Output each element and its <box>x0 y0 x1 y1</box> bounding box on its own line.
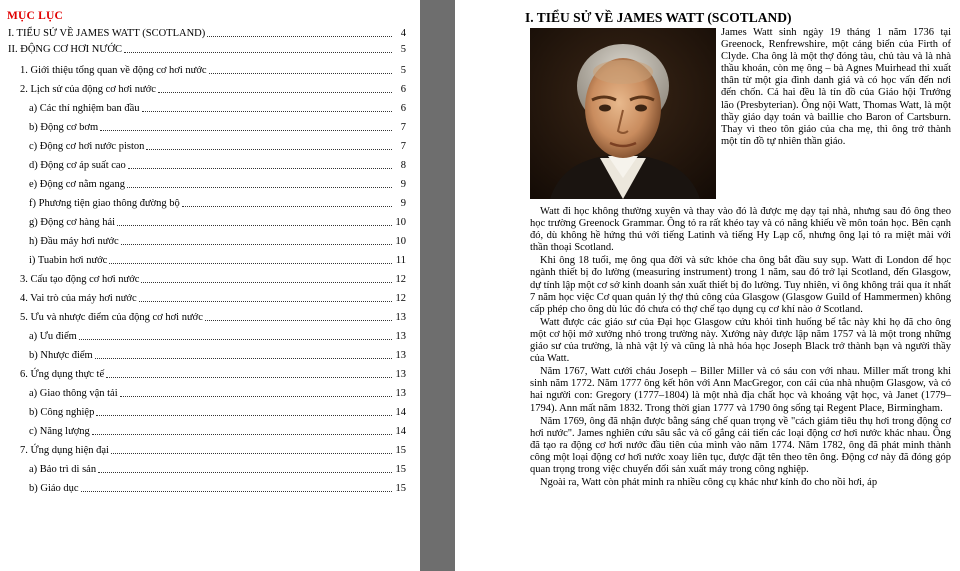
toc-entry[interactable] <box>0 234 420 248</box>
toc-entry-title: d) Động cơ áp suất cao <box>29 160 126 171</box>
article-paragraph: Watt được các giáo sư của Đại học Glasgow cứu khỏi tình huống bế tắc này khi họ đã cho ông một cơ hội mở xưởng nhỏ trong trường này. Xưởng này được lập năm 1757 và là một trong những giáo sư của trường, là nhà vật lý và cũng là nhà hóa học Joseph Black trở thành bạn và người thầy của Watt. <box>530 316 951 365</box>
toc-entry[interactable] <box>0 462 420 476</box>
toc-entry[interactable] <box>0 26 420 40</box>
article-paragraph: Ngoài ra, Watt còn phát minh ra nhiều công cụ khác như kính đo cho nồi hơi, áp <box>540 477 878 489</box>
toc-entry-title: b) Nhược điểm <box>29 350 93 361</box>
toc-leader-dots <box>182 206 392 207</box>
toc-leader-dots <box>98 472 392 473</box>
toc-entry[interactable] <box>0 310 420 324</box>
toc-leader-dots <box>96 415 392 416</box>
toc-entry-title: 4. Vai trò của máy hơi nước <box>20 293 137 304</box>
toc-entry-page: 14 <box>395 426 406 437</box>
toc-entry-title: a) Ưu điểm <box>29 331 77 342</box>
toc-entry-page: 14 <box>395 407 406 418</box>
article-paragraph: Khi ông 18 tuổi, mẹ ông qua đời và sức khỏe cha ông bắt đầu suy sụp. Watt đi London để học ngành thiết bị đo lường (measuring instrument) trong 1 năm, sau đó trở lại Scotland, đến Glasgow, dự tính lập một cơ sở kinh doanh sản xuất thiết bị đo lường. Tuy nhiên, vì ông không trải qua ít nhất 7 năm học việc Cơ quan quản lý thợ thủ công của Glasgow (Glasgow Guild of Hammermen) không cấp phép cho ông dù lúc đó chưa có thợ chế tạo dụng cụ cơ khí nào ở Scotland. <box>530 255 951 315</box>
article-page <box>455 0 960 571</box>
toc-entry-title: 3. Cấu tạo động cơ hơi nước <box>20 274 140 285</box>
toc-leader-dots <box>127 187 392 188</box>
toc-entry-title: c) Động cơ hơi nước piston <box>29 141 145 152</box>
toc-entry-page: 11 <box>395 255 406 266</box>
toc-leader-dots <box>205 320 392 321</box>
toc-entry[interactable] <box>0 291 420 305</box>
toc-leader-dots <box>146 149 392 150</box>
article-paragraph: Watt đi học không thường xuyên và thay vào đó là được mẹ dạy tại nhà, nhưng sau đó ông theo học trường Greenock Grammar. Ông tỏ ra rất khéo tay và có năng khiếu về môn toán học. Bên cạnh đó, dù không hề hứng thú với tiếng Latinh và tiếng Hy Lạp cổ, nhưng ông lại tỏ ra miệt mài với thần thoại Scotland. <box>530 206 951 254</box>
toc-leader-dots <box>79 339 392 340</box>
toc-leader-dots <box>109 263 392 264</box>
toc-entry-title: a) Bảo trì di sản <box>29 464 97 475</box>
toc-leader-dots <box>117 225 392 226</box>
toc-entry-page: 5 <box>400 65 406 76</box>
toc-leader-dots <box>128 168 392 169</box>
toc-entry-title: 2. Lịch sử của động cơ hơi nước <box>20 84 156 95</box>
toc-entry[interactable] <box>0 42 420 56</box>
toc-entry-page: 7 <box>400 122 406 133</box>
toc-entry-title: b) Động cơ bơm <box>29 122 99 133</box>
toc-leader-dots <box>81 491 392 492</box>
toc-heading: MỤC LỤC <box>7 10 64 22</box>
toc-entry-page: 12 <box>395 274 406 285</box>
toc-leader-dots <box>95 358 392 359</box>
toc-entry-title: 6. Ứng dụng thực tế <box>20 369 105 380</box>
toc-leader-dots <box>158 92 392 93</box>
toc-page <box>0 0 420 571</box>
toc-entry-page: 9 <box>400 198 406 209</box>
toc-entry-title: a) Các thí nghiệm ban đầu <box>29 103 140 114</box>
toc-entry[interactable] <box>0 196 420 210</box>
toc-entry-title: II. ĐỘNG CƠ HƠI NƯỚC <box>8 44 123 55</box>
portrait-image <box>530 28 716 199</box>
toc-entry-title: b) Công nghiệp <box>29 407 95 418</box>
toc-leader-dots <box>111 453 392 454</box>
toc-entry-title: h) Đầu máy hơi nước <box>29 236 119 247</box>
toc-entry-title: I. TIỂU SỬ VỀ JAMES WATT (SCOTLAND) <box>8 28 206 39</box>
toc-entry-page: 15 <box>395 483 406 494</box>
toc-leader-dots <box>100 130 392 131</box>
toc-entry-page: 13 <box>395 312 406 323</box>
toc-entry[interactable] <box>0 253 420 267</box>
toc-entry[interactable] <box>0 272 420 286</box>
toc-entry[interactable] <box>0 443 420 457</box>
toc-leader-dots <box>209 73 392 74</box>
toc-leader-dots <box>141 282 392 283</box>
toc-entry[interactable] <box>0 481 420 495</box>
toc-entry[interactable] <box>0 101 420 115</box>
toc-entry-title: b) Giáo dục <box>29 483 79 494</box>
toc-entry-title: f) Phương tiện giao thông đường bộ <box>29 198 180 209</box>
toc-entry-title: 7. Ứng dụng hiện đại <box>20 445 109 456</box>
toc-entry[interactable] <box>0 405 420 419</box>
toc-entry-page: 8 <box>400 160 406 171</box>
toc-entry[interactable] <box>0 215 420 229</box>
toc-entry-title: 5. Ưu và nhược điểm của động cơ hơi nước <box>20 312 203 323</box>
toc-entry-page: 13 <box>395 369 406 380</box>
toc-entry[interactable] <box>0 177 420 191</box>
toc-leader-dots <box>139 301 392 302</box>
toc-entry[interactable] <box>0 120 420 134</box>
toc-entry[interactable] <box>0 82 420 96</box>
toc-entry-title: g) Động cơ hàng hải <box>29 217 116 228</box>
toc-entry-page: 13 <box>395 388 406 399</box>
toc-leader-dots <box>207 36 392 37</box>
toc-leader-dots <box>124 52 392 53</box>
toc-entry-title: e) Động cơ nằm ngang <box>29 179 125 190</box>
article-paragraph: Năm 1769, ông đã nhận được bằng sáng chế quan trọng về "cách giảm tiêu thụ hơi trong động cơ hơi nước". James nghiên cứu sâu sắc và cố gắng cải tiến các loại động cơ hơi nước khác nhau. Ông đã tạo ra động cơ hơi nước đầu tiên của mình vào năm 1774. Năm 1782, ông đã phát minh thành công một loại động cơ hơi nước xoay liên tục, được đặt tên theo tên ông. Động cơ này đã đóng góp quan trọng trong việc chuyển đổi sản xuất máy trong công nghiệp. <box>530 415 951 475</box>
toc-entry-page: 6 <box>400 84 406 95</box>
toc-entry-title: a) Giao thông vận tải <box>29 388 118 399</box>
james-watt-portrait <box>530 28 716 199</box>
toc-entry-page: 15 <box>395 464 406 475</box>
article-title: I. TIỂU SỬ VỀ JAMES WATT (SCOTLAND) <box>525 10 792 25</box>
toc-entry-page: 15 <box>395 445 406 456</box>
toc-entry-page: 9 <box>400 179 406 190</box>
toc-leader-dots <box>142 111 392 112</box>
toc-leader-dots <box>106 377 392 378</box>
article-body <box>530 206 951 490</box>
toc-entry[interactable] <box>0 158 420 172</box>
article-intro-text: James Watt sinh ngày 19 tháng 1 năm 1736 tại Greenock, Renfrewshire, một cảng biển của Firth of Clyde. Cha ông là một thợ đóng tàu, chủ tàu và là nhà thầu khoán, còn mẹ ông – bà Agnes Muirhead thì xuất thân từ một gia đình danh giá và có học vấn đến nơi đến chốn. Cả hai đều là tín đồ của Giáo hội Trưởng lão (Presbyterian). Ông nội Watt, Thomas Watt, là một thầy giáo dạy toán và baillie cho Baron of Cartsburn. Thay vì theo tôn giáo của cha mẹ, thì ông trở thành một tín đồ tự nhiên thần giáo. <box>721 27 951 147</box>
toc-entry[interactable] <box>0 367 420 381</box>
toc-leader-dots <box>121 244 392 245</box>
toc-entry[interactable] <box>0 348 420 362</box>
toc-entry-page: 4 <box>400 28 406 39</box>
toc-entry-title: 1. Giới thiệu tổng quan về động cơ hơi nước <box>20 65 207 76</box>
toc-entry[interactable] <box>0 386 420 400</box>
toc-entry-title: i) Tuabin hơi nước <box>29 255 108 266</box>
toc-entry-page: 10 <box>395 217 406 228</box>
toc-entry-page: 7 <box>400 141 406 152</box>
toc-entry[interactable] <box>0 63 420 77</box>
toc-entry-title: c) Năng lượng <box>29 426 90 437</box>
toc-entry-page: 5 <box>400 44 406 55</box>
toc-entry[interactable] <box>0 329 420 343</box>
toc-entry[interactable] <box>0 424 420 438</box>
toc-entry-page: 13 <box>395 331 406 342</box>
toc-entry[interactable] <box>0 139 420 153</box>
toc-entry-page: 12 <box>395 293 406 304</box>
toc-leader-dots <box>92 434 392 435</box>
toc-entry-page: 10 <box>395 236 406 247</box>
article-paragraph: Năm 1767, Watt cưới cháu Joseph – Biller Miller và có sáu con với nhau. Miller mất trong khi sinh năm 1772. Năm 1777 ông kết hôn với Ann MacGregor, con cái của nhà nhuộm Glasgow, và có hai người con: Gregory (1777–1804) là một nhà địa chất học và khoáng vật học, và Janet (1779–1794). Ann mất năm 1832. Trong thời gian 1777 và 1790 ông sống tại Regent Place, Birmingham. <box>530 366 951 414</box>
toc-leader-dots <box>120 396 392 397</box>
toc-entry-page: 6 <box>400 103 406 114</box>
toc-entry-page: 13 <box>395 350 406 361</box>
